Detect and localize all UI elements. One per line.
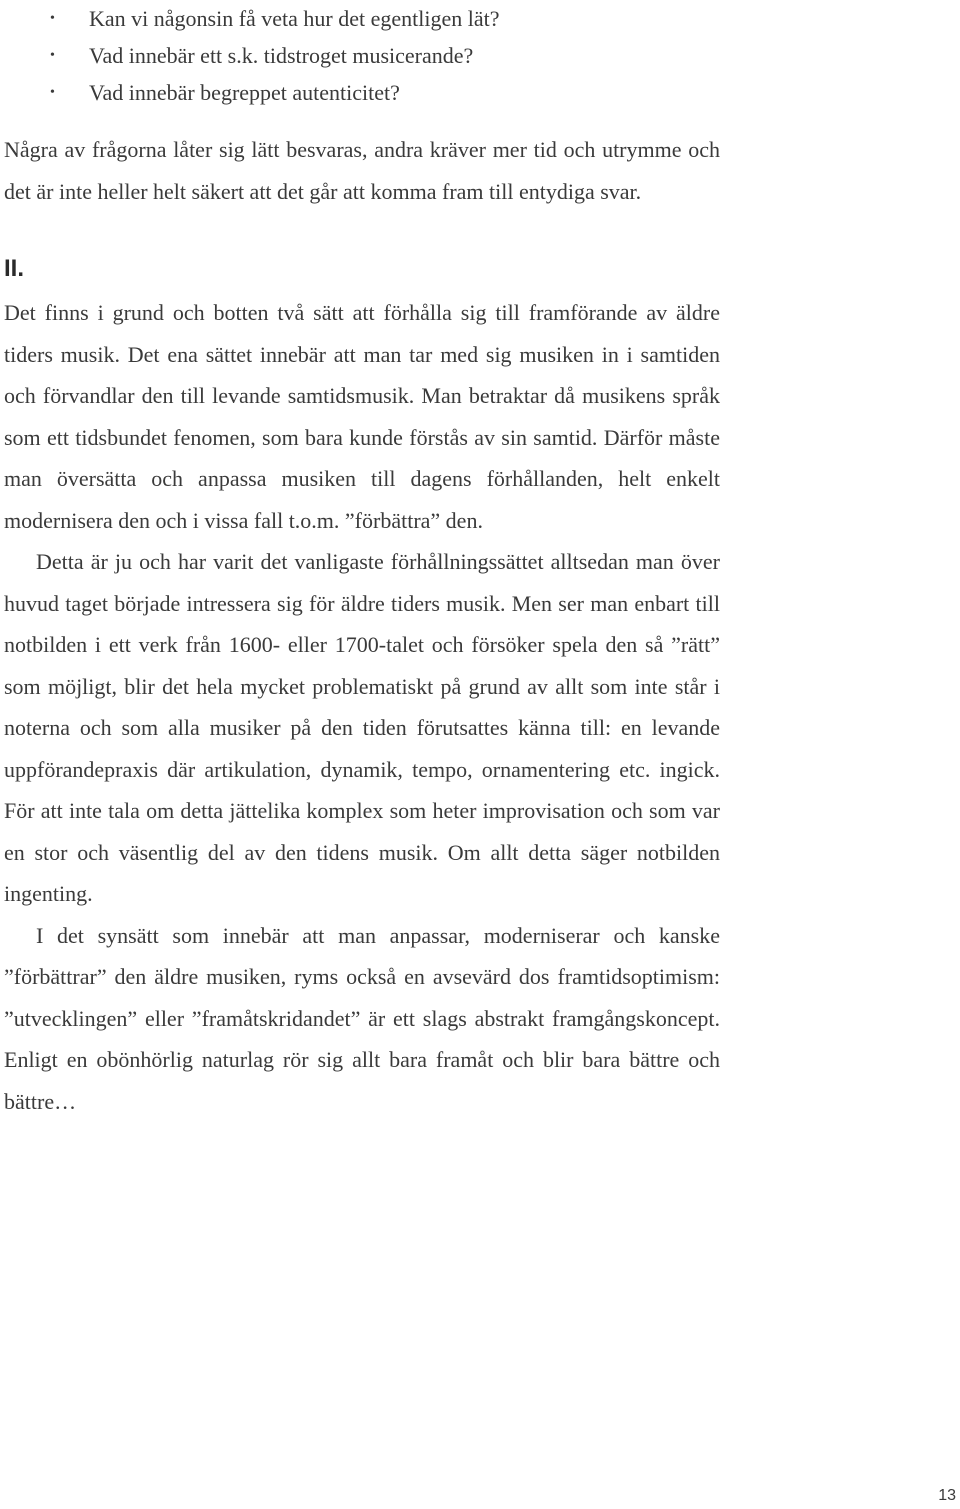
list-item-text: Vad innebär ett s.k. tidstroget musicerande?	[89, 43, 474, 68]
list-item-text: Vad innebär begreppet autenticitet?	[89, 80, 400, 105]
body-paragraph: Det finns i grund och botten två sätt att förhålla sig till framförande av äldre tiders musik. Det ena sättet innebär att man tar med sig musiken in i samtiden och förvandlar den till levande samtidsmusik. Man betraktar då musikens språk som ett tidsbundet fenomen, som bara kunde förstås av sin samtid. Därför måste man översätta och anpassa musiken till dagens förhållanden, helt enkelt modernisera den och i vissa fall t.o.m. ”förbättra” den.	[4, 300, 720, 533]
body-paragraph: I det synsätt som innebär att man anpassar, moderniserar och kanske ”förbättrar” den äldre musiken, ryms också en avsevärd dos framtidsoptimism: ”utvecklingen” eller ”framåtskridandet” är ett slags abstrakt framgångskoncept. Enligt en obönhörlig naturlag rör sig allt bara framåt och blir bara bättre och bättre…	[4, 922, 720, 1114]
body-paragraph: Detta är ju och har varit det vanligaste förhållningssättet alltsedan man över huvud taget började intressera sig för äldre tiders musik. Men ser man enbart till notbilden i ett verk från 1600- eller 1700-talet och försöker spela den så ”rätt” som möjligt, blir det hela mycket problematiskt på grund av allt som inte står i noterna och som alla musiker på den tiden förutsattes känna till: en levande uppförandepraxis där artikulation, dynamik, tempo, ornamentering etc. ingick. För att inte tala om detta jättelika komplex som heter improvisation och som var en stor och väsentlig del av den tidens musik. Om allt detta säger notbilden ingenting.	[4, 549, 720, 906]
intro-paragraph: Några av frågorna låter sig lätt besvaras, andra kräver mer tid och utrymme och det är inte heller helt säkert att det går att komma fram till entydiga svar.	[4, 137, 720, 204]
bullet-icon: •	[50, 11, 55, 26]
bullet-icon: •	[50, 85, 55, 100]
list-item	[4, 37, 720, 74]
list-item	[4, 0, 720, 37]
page-content	[4, 0, 720, 1122]
question-list	[4, 0, 720, 111]
list-item	[4, 74, 720, 111]
bullet-icon: •	[50, 48, 55, 63]
page-number: 13	[938, 1487, 956, 1504]
section-heading: II.	[4, 255, 25, 282]
list-item-text: Kan vi någonsin få veta hur det egentligen lät?	[89, 6, 500, 31]
